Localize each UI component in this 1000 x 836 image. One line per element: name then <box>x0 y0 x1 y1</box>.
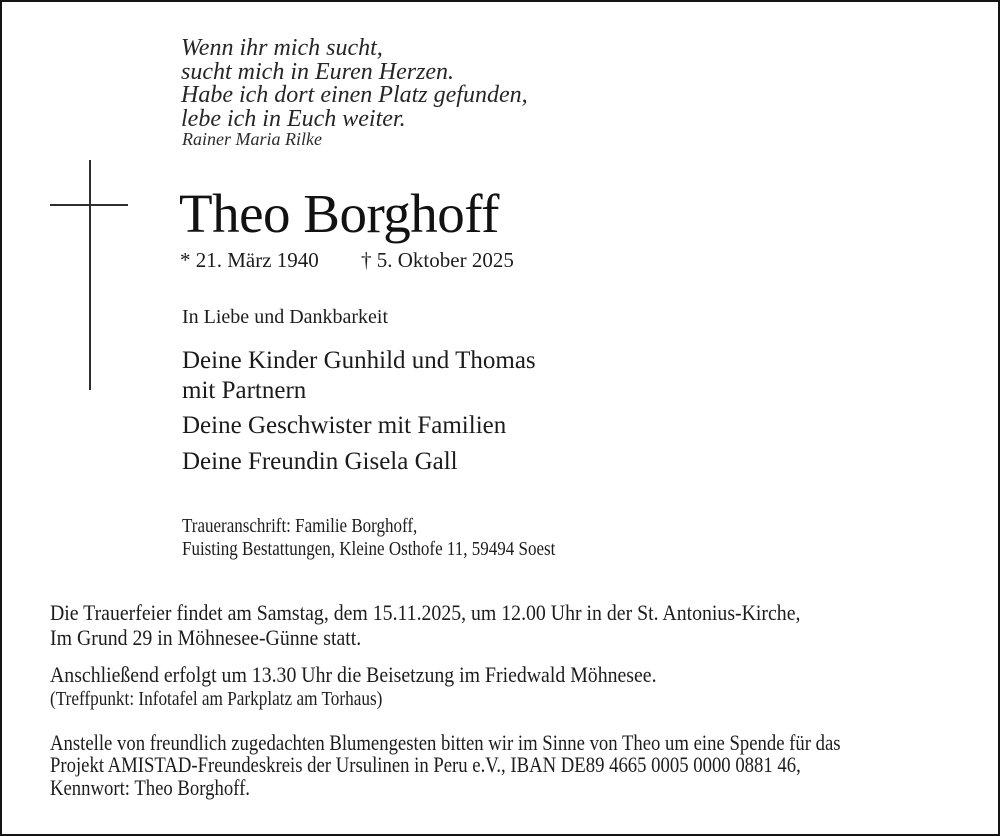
mourner-line: mit Partnern <box>182 377 307 404</box>
mourning-address-line: Traueranschrift: Familie Borghoff, <box>182 515 418 537</box>
birth-date: * 21. März 1940 <box>180 248 319 272</box>
mourner-line: Deine Freundin Gisela Gall <box>182 448 458 475</box>
mourner-line: Deine Kinder Gunhild und Thomas <box>182 347 536 374</box>
donation-request <box>50 732 841 799</box>
poem-line: lebe ich in Euch weiter. <box>181 106 406 133</box>
cross-vertical-bar <box>89 160 91 390</box>
poem-line: Habe ich dort einen Platz gefunden, <box>181 82 528 109</box>
poem-attribution: Rainer Maria Rilke <box>182 129 322 149</box>
cross-horizontal-bar <box>50 204 128 206</box>
burial-info: Anschließend erfolgt um 13.30 Uhr die Beisetzung im Friedwald Möhnesee. <box>50 662 657 687</box>
death-date: † 5. Oktober 2025 <box>361 248 514 272</box>
donation-line: Kennwort: Theo Borghoff. <box>50 774 250 800</box>
donation-line: Projekt AMISTAD-Freundeskreis der Ursulinen in Peru e.V., IBAN DE89 4665 0005 0000 0881 46, <box>50 752 801 778</box>
tribute-line: In Liebe und Dankbarkeit <box>182 306 389 328</box>
funeral-service-line: Die Trauerfeier findet am Samstag, dem 15.11.2025, um 12.00 Uhr in der St. Antonius-Kirche, <box>50 600 801 625</box>
poem-line: sucht mich in Euren Herzen. <box>181 58 455 85</box>
mourning-address-line: Fuisting Bestattungen, Kleine Osthofe 11, 59494 Soest <box>182 538 556 560</box>
mourning-address <box>182 515 555 561</box>
mourner-line: Deine Geschwister mit Familien <box>182 412 507 439</box>
funeral-service-info <box>50 600 800 650</box>
funeral-service-line: Im Grund 29 in Möhnesee-Günne statt. <box>50 625 362 650</box>
meeting-point-note: (Treffpunkt: Infotafel am Parkplatz am Torhaus) <box>50 688 383 710</box>
deceased-name: Theo Borghoff <box>179 183 499 244</box>
memorial-poem <box>181 37 528 132</box>
donation-line: Anstelle von freundlich zugedachten Blumengesten bitten wir im Sinne von Theo um eine Spende für das <box>50 730 841 755</box>
poem-line: Wenn ihr mich sucht, <box>181 35 383 61</box>
